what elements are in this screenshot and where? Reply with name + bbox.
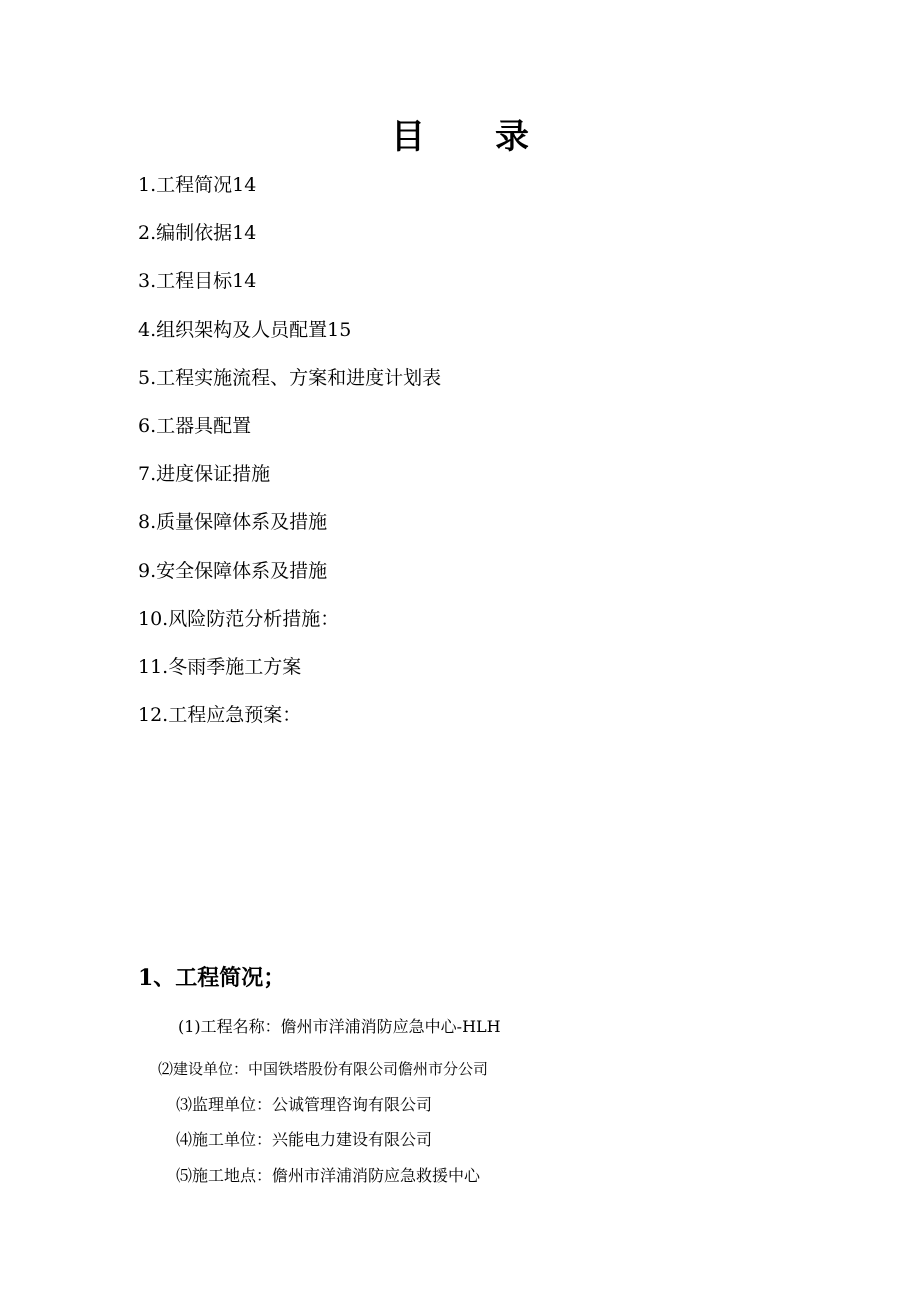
- supervisor-unit-line: ⑶监理单位：公诚管理咨询有限公司: [176, 1095, 433, 1114]
- toc-item[interactable]: 10.风险防范分析措施：: [138, 607, 340, 630]
- toc-item[interactable]: 8.质量保障体系及措施: [138, 511, 328, 534]
- toc-item[interactable]: 5.工程实施流程、方案和进度计划表: [138, 366, 442, 389]
- toc-item[interactable]: 9.安全保障体系及措施: [138, 559, 328, 582]
- toc-list: [138, 168, 441, 746]
- toc-item[interactable]: 4.组织架构及人员配置15: [138, 318, 352, 341]
- toc-item[interactable]: 2.编制依据14: [138, 222, 257, 245]
- construction-unit-line: ⑷施工单位：兴能电力建设有限公司: [176, 1130, 433, 1149]
- toc-item[interactable]: 11.冬雨季施工方案: [138, 655, 302, 678]
- section-heading: 1、工程简况；: [138, 965, 286, 991]
- toc-item[interactable]: 3.工程目标14: [138, 270, 257, 293]
- toc-item[interactable]: 6.工器具配置: [138, 414, 252, 437]
- project-name-line: (1)工程名称：儋州市洋浦消防应急中心-HLH: [178, 1017, 501, 1036]
- builder-unit-line: ⑵建设单位：中国铁塔股份有限公司儋州市分公司: [158, 1060, 489, 1078]
- toc-title-part2: 录: [495, 117, 529, 157]
- toc-title: [0, 112, 920, 162]
- toc-item[interactable]: 7.进度保证措施: [138, 463, 271, 486]
- toc-item[interactable]: 1.工程简况14: [138, 174, 257, 196]
- toc-item[interactable]: 12.工程应急预案：: [138, 704, 302, 727]
- toc-title-part1: 目: [391, 117, 425, 157]
- construction-site-line: ⑸施工地点：儋州市洋浦消防应急救援中心: [176, 1166, 481, 1185]
